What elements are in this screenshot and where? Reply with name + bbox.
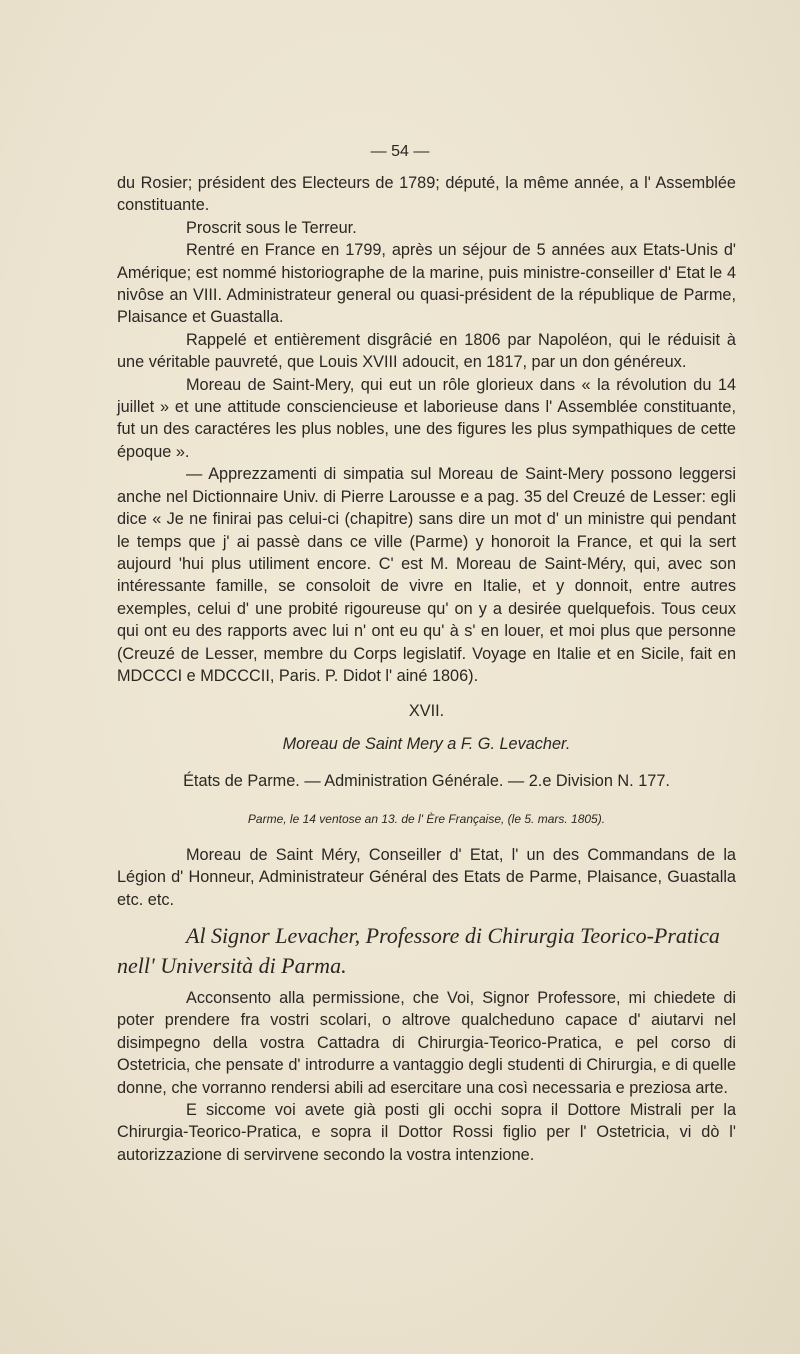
paragraph: Proscrit sous le Terreur. (186, 218, 357, 237)
sender-text: Moreau de Saint Méry, Conseiller d' Etat, l' un des Commandans de la Légion d' Honneur, Administrateur Général des Etats de Parme, Plaisance, Guastalla etc. etc. (117, 846, 736, 909)
section-title: Moreau de Saint Mery a F. G. Levacher. (282, 735, 571, 753)
paragraph: Rappelé et entièrement disgrâcié en 1806 par Napoléon, qui le réduisit à une véritable pauvreté, que Louis XVIII adoucit, en 1817, par un don généreux. (117, 330, 736, 372)
page-number: — 54 — (370, 143, 430, 160)
section-number: XVII. (408, 702, 445, 720)
paragraph: Rentré en France en 1799, après un séjour de 5 années aux Etats-Unis d' Amérique; est nommé historiographe de la marine, puis ministre-conseiller d' Etat le 4 nivôse an VIII. Administrateur general ou quasi-président de la république de Parme, Plaisance et Guastalla. (117, 241, 736, 327)
intro-text-block (117, 172, 736, 687)
paragraph: Moreau de Saint-Mery, qui eut un rôle glorieux dans « la révolution du 14 juillet » et une attitude consciencieuse et laborieuse dans l' Assemblée constituante, fut un des caractéres les plus nobles, une des figures les plus sympathiques de cette époque ». (117, 375, 736, 461)
states-line: États de Parme. — Administration Générale. — 2.e Division N. 177. (183, 772, 670, 790)
date-line: Parme, le 14 ventose an 13. de l' Ère Française, (le 5. mars. 1805). (247, 812, 606, 826)
paragraph: E siccome voi avete già posti gli occhi sopra il Dottore Mistrali per la Chirurgia-Teorico-Pratica, e sopra il Dottor Rossi figlio per l' Ostetricia, vi dò l' autorizzazione di servirvene secondo la vostra intenzione. (117, 1101, 736, 1164)
letter-body (117, 987, 736, 1166)
address-heading: Al Signor Levacher, Professore di Chirurgia Teorico-Pratica nell' Università di Parma. (117, 923, 720, 978)
paragraph: — Apprezzamenti di simpatia sul Moreau de Saint-Mery possono leggersi anche nel Dictionnaire Univ. di Pierre Larousse e a pag. 35 del Creuzé de Lesser: egli dice « Je ne finirai pas celui-ci (chapitre) sans dire un mot d' un ministre qui pendant le temps que j' ai passè dans ce ville (Parme) y honoroit la France, et qui la sert aujourd 'hui plus utiliment encore. C' est M. Moreau de Saint-Méry, qui, avec son intéressante famille, se consoloit de vivre en Italie, et y donnoit, entre autres exemples, celui d' une probité rigoureuse qu' on y a desirée quelquefois. Tous ceux qui ont eu des rapports avec lui n' ont eu qu' à s' en louer, et moi plus que personne (Creuzé de Lesser, membre du Corps legislatif. Voyage en Italie et en Sicile, fait en MDCCCI e MDCCCII, Paris. P. Didot l' ainé 1806). (117, 465, 736, 685)
paragraph: Acconsento alla permissione, che Voi, Signor Professore, mi chiedete di poter prendere fra vostri scolari, o altrove qualcheduno capace d' aiutarvi nel disimpegno della vostra Cattadra di Chirurgia-Teorico-Pratica, e pel corso di Ostetricia, che pensate d' introdurre a vantaggio degli studenti di Chirurgia, e di quelle donne, che vorranno rendersi abili ad esercitare una così necessaria e preziosa arte. (117, 989, 736, 1097)
paragraph: du Rosier; président des Electeurs de 1789; député, la même année, a l' Assemblée constituante. (117, 174, 736, 215)
